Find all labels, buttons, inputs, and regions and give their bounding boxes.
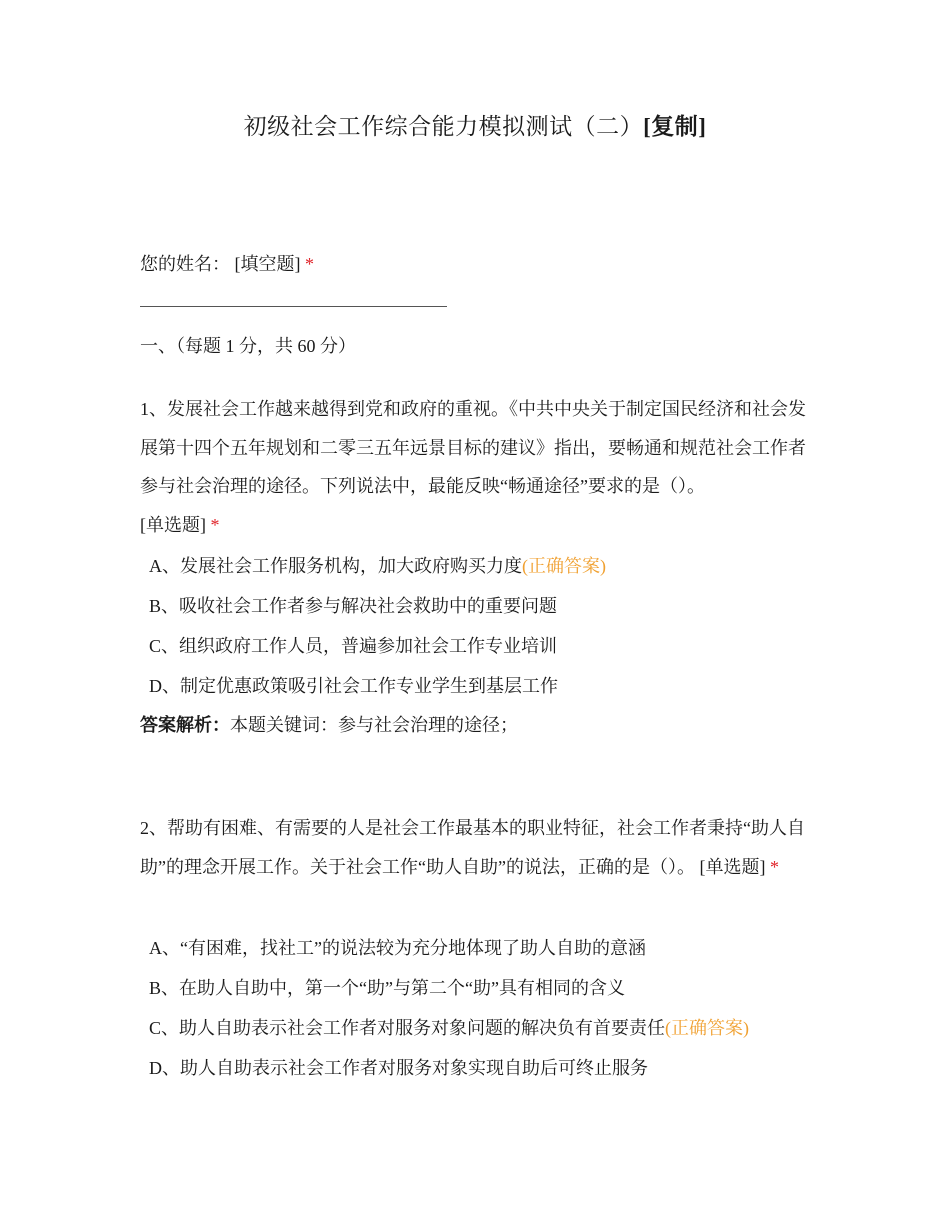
q1-analysis: [140, 711, 518, 737]
q1-option-b[interactable]: B、吸收社会工作者参与解决社会救助中的重要问题: [149, 596, 558, 616]
q2-option-d[interactable]: D、助人自助表示社会工作者对服务对象实现自助后可终止服务: [149, 1058, 648, 1078]
q1-option-a[interactable]: [149, 552, 606, 578]
correct-answer-tag: (正确答案): [522, 556, 606, 576]
q2-option-b[interactable]: B、在助人自助中，第一个“助”与第二个“助”具有相同的含义: [149, 978, 625, 998]
q2-option-c[interactable]: [149, 1014, 749, 1040]
name-input-line[interactable]: [140, 306, 447, 307]
name-label: 您的姓名：: [140, 254, 230, 274]
analysis-text: 本题关键词：参与社会治理的途径；: [230, 715, 518, 735]
q1-option-a-label: A、发展社会工作服务机构，加大政府购买力度: [149, 556, 522, 576]
title-copy-tag: [复制]: [643, 114, 707, 139]
title-main: 初级社会工作综合能力模拟测试（二）: [243, 114, 644, 139]
section-header: 一、（每题 1 分，共 60 分）: [140, 336, 356, 356]
question-1-type-tag: [单选题]: [140, 514, 206, 535]
name-type-tag: [填空题]: [234, 254, 301, 274]
correct-answer-tag: (正确答案): [665, 1018, 750, 1038]
q2-option-a[interactable]: A、“有困难，找社工”的说法较为充分地体现了助人自助的意涵: [149, 938, 646, 958]
question-2: [140, 809, 820, 886]
required-mark: *: [305, 254, 314, 274]
question-1-stem: 1、发展社会工作越来越得到党和政府的重视。《中共中央关于制定国民经济和社会发展第十四个五年规划和二零三五年远景目标的建议》指出，要畅通和规范社会工作者参与社会治理的途径。下列说法中，最能反映“畅通途径”要求的是（）。: [140, 399, 806, 496]
question-1: [140, 390, 820, 544]
required-mark: *: [210, 514, 220, 535]
question-2-stem: 2、帮助有困难、有需要的人是社会工作最基本的职业特征，社会工作者秉持“助人自助”的理念开展工作。关于社会工作“助人自助”的说法，正确的是（）。: [140, 818, 805, 877]
q1-option-d[interactable]: D、制定优惠政策吸引社会工作专业学生到基层工作: [149, 676, 558, 696]
analysis-label: 答案解析：: [140, 715, 230, 735]
page-title: [0, 108, 950, 141]
required-mark: *: [769, 856, 779, 877]
question-2-type-tag: [单选题]: [699, 856, 766, 877]
q1-option-c[interactable]: C、组织政府工作人员，普遍参加社会工作专业培训: [149, 636, 558, 656]
name-question: [140, 250, 820, 276]
q2-option-c-label: C、助人自助表示社会工作者对服务对象问题的解决负有首要责任: [149, 1018, 666, 1038]
